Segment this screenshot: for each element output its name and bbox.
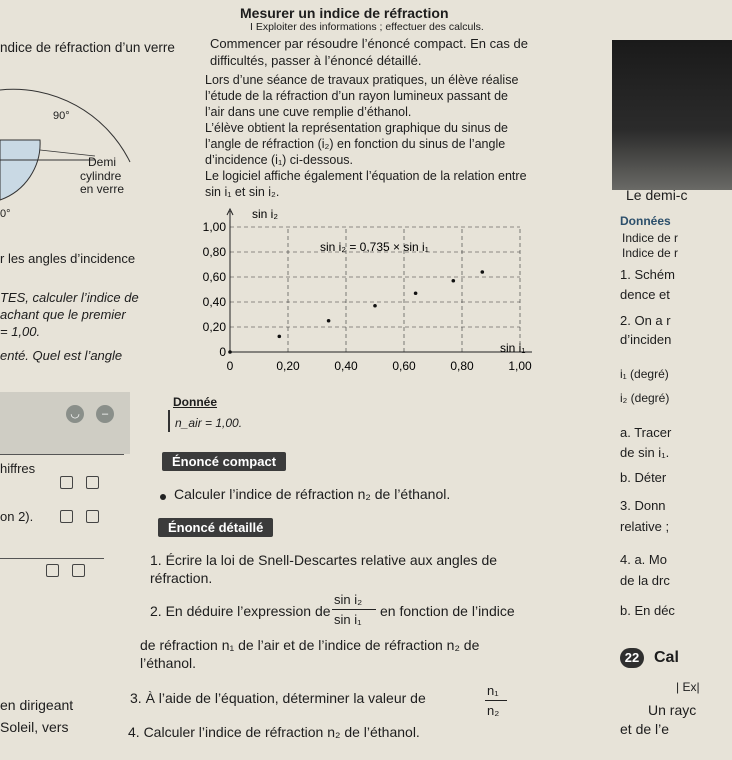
right-cal: Cal bbox=[654, 649, 679, 666]
checkbox-3b[interactable] bbox=[72, 564, 85, 577]
chart-area bbox=[188, 204, 558, 394]
chart-y-tick-label: 0,20 bbox=[202, 320, 226, 334]
right-etdele: et de l’e bbox=[620, 721, 670, 737]
checkbox-1b[interactable] bbox=[86, 476, 99, 489]
question-2-fraction-bar bbox=[332, 609, 376, 610]
chart-x-tick-label: 1,00 bbox=[508, 359, 532, 373]
right-desin: de sin i₁. bbox=[620, 445, 670, 460]
right-ex: | Ex| bbox=[676, 680, 700, 694]
chart-y-tick-label: 0 bbox=[219, 345, 226, 359]
intro-line-1: Commencer par résoudre l’énoncé compact. En cas de bbox=[210, 36, 528, 51]
smiley-face-icon[interactable]: ◡ bbox=[66, 405, 84, 423]
right-donn: 3. Donn bbox=[620, 498, 666, 513]
left-gray-panel bbox=[0, 392, 130, 454]
right-indice-1: Indice de r bbox=[622, 231, 679, 245]
chart-points bbox=[228, 270, 484, 354]
chart-x-tick-label: 0,20 bbox=[276, 359, 300, 373]
left-divider bbox=[0, 454, 124, 455]
chart-data-point bbox=[452, 279, 456, 283]
right-relative: relative ; bbox=[620, 519, 670, 534]
label-en-verre: en verre bbox=[80, 182, 125, 196]
page-subtitle: I Exploiter des informations ; effectuer des calculs. bbox=[250, 21, 484, 33]
donnee-value: n_air = 1,00. bbox=[175, 416, 243, 430]
right-bendec: b. En déc bbox=[620, 603, 675, 618]
neutral-face-icon[interactable]: – bbox=[96, 405, 114, 423]
photo-dark-region bbox=[612, 40, 732, 190]
right-ona: 2. On a r bbox=[620, 313, 671, 328]
right-unrayc: Un rayc bbox=[648, 702, 697, 718]
para-line-4: L’élève obtient la représentation graphique du sinus de bbox=[205, 121, 508, 135]
left-line-soleil: Soleil, vers bbox=[0, 719, 69, 735]
intro-line-2: difficultés, passer à l’énoncé détaillé. bbox=[210, 53, 422, 68]
right-indice-2: Indice de r bbox=[622, 246, 679, 260]
half-cylinder-shape bbox=[0, 140, 40, 200]
label-cylindre: cylindre bbox=[80, 169, 122, 183]
right-inciden: d’inciden bbox=[620, 332, 672, 347]
chart-equation: sin i₂ = 0,735 × sin i₁ bbox=[320, 240, 429, 254]
para-line-1: Lors d’une séance de travaux pratiques, un élève réalise bbox=[205, 73, 519, 87]
left-line-angles: r les angles d’incidence bbox=[0, 251, 136, 266]
enonce-compact-tag: Énoncé compact bbox=[162, 452, 286, 471]
para-line-2: l’étude de la réfraction d’un rayon lumineux passant de bbox=[205, 89, 508, 103]
question-1-line-1: 1. Écrire la loi de Snell-Descartes relative aux angles de bbox=[150, 552, 498, 568]
right-dela: de la drc bbox=[620, 573, 670, 588]
checkbox-2a[interactable] bbox=[60, 510, 73, 523]
enonce-detaille-tag: Énoncé détaillé bbox=[158, 518, 273, 537]
chart-data-point bbox=[327, 319, 331, 323]
right-schem: 1. Schém bbox=[620, 267, 675, 282]
chart-x-tick-label: 0,80 bbox=[450, 359, 474, 373]
pointer-line bbox=[40, 150, 95, 156]
left-line-tes: TES, calculer l’indice de bbox=[0, 290, 139, 305]
checkbox-2b[interactable] bbox=[86, 510, 99, 523]
label-demi: Demi bbox=[88, 155, 117, 169]
angle-90-label: 90° bbox=[53, 110, 70, 122]
right-tracer: a. Tracer bbox=[620, 425, 672, 440]
para-line-8: sin i₁ et sin i₂. bbox=[205, 185, 280, 199]
para-line-3: l’air dans une cuve remplie d’éthanol. bbox=[205, 105, 412, 119]
half-cylinder-diagram bbox=[0, 70, 150, 230]
question-2-fraction-num: sin i₂ bbox=[334, 592, 363, 607]
chart-y-tick-label: 1,00 bbox=[202, 220, 226, 234]
left-line-ente: enté. Quel est l’angle bbox=[0, 348, 123, 363]
checkbox-1a[interactable] bbox=[60, 476, 73, 489]
question-2-line-3: l’éthanol. bbox=[140, 655, 197, 671]
left-line-on2: on 2). bbox=[0, 509, 34, 524]
question-2-prefix: 2. En déduire l’expression de bbox=[150, 603, 331, 619]
chart-x-tick-label: 0,40 bbox=[334, 359, 358, 373]
question-3-prefix: 3. À l’aide de l’équation, déterminer la valeur de bbox=[130, 690, 426, 706]
chart-data-point bbox=[481, 270, 485, 274]
right-amo: 4. a. Mo bbox=[620, 552, 667, 567]
chart-data-point bbox=[414, 291, 418, 295]
chart-y-tick-label: 0,40 bbox=[202, 295, 226, 309]
question-2-line-2: de réfraction n₁ de l’air et de l’indice de réfraction n₂ de bbox=[140, 637, 480, 653]
exercise-number-badge: 22 bbox=[620, 648, 644, 668]
question-1-line-2: réfraction. bbox=[150, 570, 213, 586]
donnee-bracket bbox=[168, 410, 170, 432]
right-table-i2: i₂ (degré) bbox=[620, 391, 670, 405]
compact-bullet-dot bbox=[160, 494, 166, 500]
chart-x-tick-label: 0,60 bbox=[392, 359, 416, 373]
left-line-eq: = 1,00. bbox=[0, 324, 41, 339]
right-donnees: Données bbox=[620, 214, 671, 228]
question-2-fraction-den: sin i₁ bbox=[334, 612, 362, 627]
question-3-fraction-num: n₁ bbox=[487, 683, 499, 698]
chart-data-point bbox=[228, 350, 232, 354]
checkbox-3a[interactable] bbox=[46, 564, 59, 577]
right-table-i1: i₁ (degré) bbox=[620, 367, 669, 381]
question-2-suffix: en fonction de l’indice bbox=[380, 603, 515, 619]
chart-y-tick-label: 0,80 bbox=[202, 245, 226, 259]
right-dence: dence et bbox=[620, 287, 670, 302]
chart-data-point bbox=[373, 304, 377, 308]
para-line-6: d’incidence (i₁) ci-dessous. bbox=[205, 153, 354, 167]
left-fragment-title: ndice de réfraction d’un verre bbox=[0, 40, 175, 55]
para-line-5: l’angle de réfraction (i₂) en fonction du sinus de l’angle bbox=[205, 137, 506, 151]
chart-y-tick-label: 0,60 bbox=[202, 270, 226, 284]
left-line-achant: achant que le premier bbox=[0, 307, 126, 322]
chart-y-axis-label: sin i₂ bbox=[252, 207, 278, 221]
left-divider-2 bbox=[0, 558, 104, 559]
compact-question: Calculer l’indice de réfraction n₂ de l’éthanol. bbox=[174, 486, 451, 502]
left-line-dirigeant: en dirigeant bbox=[0, 697, 74, 713]
para-line-7: Le logiciel affiche également l’équation de la relation entre bbox=[205, 169, 527, 183]
chart-data-point bbox=[278, 335, 282, 339]
chart-x-axis-label: sin i₁ bbox=[500, 341, 526, 355]
question-3-fraction-bar bbox=[485, 700, 507, 701]
right-deter: b. Déter bbox=[620, 470, 667, 485]
angle-0-label: 0° bbox=[0, 208, 11, 220]
chart-axes bbox=[227, 209, 532, 352]
question-4: 4. Calculer l’indice de réfraction n₂ de l’éthanol. bbox=[128, 724, 420, 740]
question-3-fraction-den: n₂ bbox=[487, 703, 500, 718]
left-line-chiffres: hiffres bbox=[0, 461, 36, 476]
right-demi: Le demi-c bbox=[626, 187, 688, 203]
donnee-title: Donnée bbox=[173, 395, 218, 409]
page-title: Mesurer un indice de réfraction bbox=[240, 5, 449, 21]
chart-x-tick-label: 0 bbox=[226, 359, 234, 373]
